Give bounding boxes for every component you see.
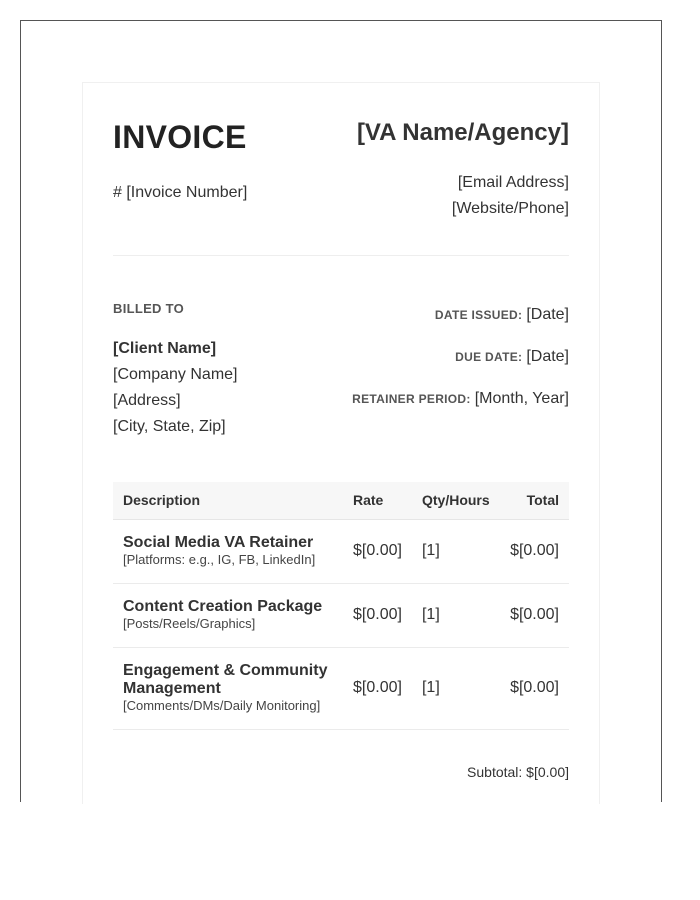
table-row xyxy=(113,519,569,583)
client-city-state-zip: [City, State, Zip] xyxy=(113,418,226,435)
item-name: Social Media VA Retainer xyxy=(123,534,314,551)
agency-contact xyxy=(452,170,569,222)
item-total: $[0.00] xyxy=(500,583,569,647)
item-name: Content Creation Package xyxy=(123,598,323,615)
client-name: [Client Name] xyxy=(113,340,217,357)
item-qty: [1] xyxy=(412,583,500,647)
due-date-label: DUE DATE: xyxy=(455,350,523,364)
agency-website-phone: [Website/Phone] xyxy=(451,200,569,217)
item-total: $[0.00] xyxy=(500,519,569,583)
agency-name: [VA Name/Agency] xyxy=(356,119,569,146)
item-description-cell xyxy=(113,519,343,583)
item-description-cell xyxy=(113,647,343,729)
client-address: [Address] xyxy=(113,392,181,409)
item-detail: [Posts/Reels/Graphics] xyxy=(123,616,256,631)
item-qty: [1] xyxy=(412,647,500,729)
billing-section xyxy=(113,256,569,482)
item-total: $[0.00] xyxy=(500,647,569,729)
invoice-number: # [Invoice Number] xyxy=(113,184,248,201)
item-rate: $[0.00] xyxy=(343,647,412,729)
retainer-period-value: [Month, Year] xyxy=(474,390,569,407)
date-issued-label: DATE ISSUED: xyxy=(434,308,523,322)
date-issued-row xyxy=(352,306,569,348)
item-rate: $[0.00] xyxy=(343,519,412,583)
invoice-header xyxy=(113,83,569,256)
invoice-card xyxy=(82,82,600,804)
billed-to-label: BILLED TO xyxy=(113,301,185,316)
header-description: Description xyxy=(113,482,343,519)
item-name: Engagement & Community Management xyxy=(123,662,328,697)
retainer-period-label: RETAINER PERIOD: xyxy=(352,392,471,406)
document-page xyxy=(20,20,662,802)
table-header-row xyxy=(113,482,569,519)
header-qty: Qty/Hours xyxy=(412,482,500,519)
invoice-dates xyxy=(352,306,569,432)
client-company: [Company Name] xyxy=(113,366,238,383)
table-row xyxy=(113,647,569,729)
line-items-table xyxy=(113,482,569,730)
client-details xyxy=(113,336,238,440)
due-date-value: [Date] xyxy=(526,348,569,365)
agency-email: [Email Address] xyxy=(457,174,569,191)
retainer-period-row xyxy=(352,390,569,432)
date-issued-value: [Date] xyxy=(526,306,569,323)
item-detail: [Comments/DMs/Daily Monitoring] xyxy=(123,698,321,713)
header-rate: Rate xyxy=(343,482,412,519)
item-description-cell xyxy=(113,583,343,647)
due-date-row xyxy=(352,348,569,390)
subtotal: Subtotal: $[0.00] xyxy=(467,763,569,780)
header-total: Total xyxy=(500,482,569,519)
table-row xyxy=(113,583,569,647)
item-qty: [1] xyxy=(412,519,500,583)
item-detail: [Platforms: e.g., IG, FB, LinkedIn] xyxy=(123,552,316,567)
item-rate: $[0.00] xyxy=(343,583,412,647)
invoice-title: INVOICE xyxy=(113,119,247,155)
